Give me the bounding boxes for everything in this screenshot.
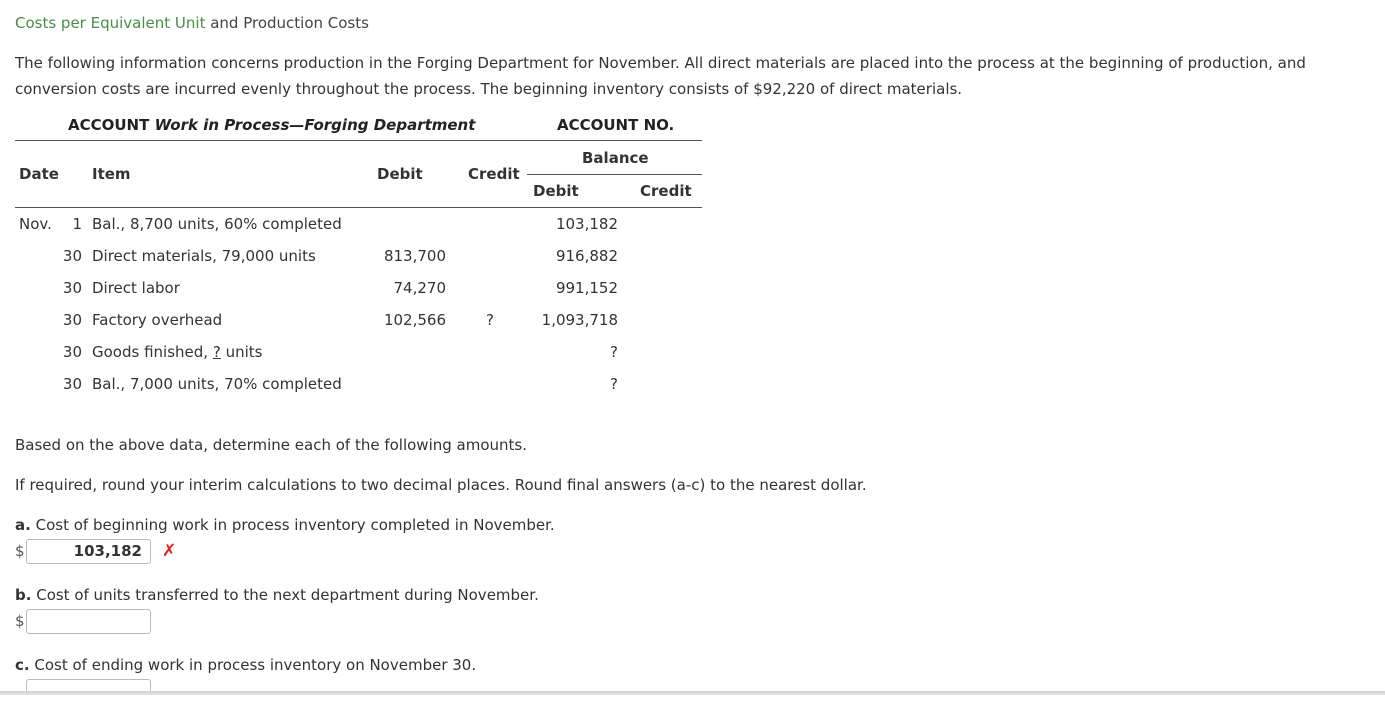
row-balance-debit: 103,182: [555, 215, 618, 233]
row-day: 30: [62, 343, 82, 361]
account-no-label: ACCOUNT NO.: [557, 116, 675, 134]
row-date: Nov.: [19, 215, 52, 233]
col-item: Item: [92, 165, 131, 183]
row-day: 30: [62, 279, 82, 297]
currency-symbol: $: [15, 542, 25, 560]
row-balance-debit: 1,093,718: [541, 311, 618, 329]
account-header: [68, 116, 475, 134]
row-item: Direct labor: [92, 279, 180, 297]
row-day: 1: [72, 215, 82, 233]
col-debit: Debit: [377, 165, 423, 183]
table-top-rule: [15, 140, 702, 141]
account-label: ACCOUNT: [68, 116, 150, 134]
account-name: Work in Process—Forging Department: [154, 116, 476, 134]
row-credit: ?: [486, 311, 494, 329]
question-b-letter: b.: [15, 586, 32, 604]
balance-rule: [527, 174, 702, 175]
title-link[interactable]: Costs per Equivalent Unit: [15, 14, 206, 32]
col-balance-debit: Debit: [533, 182, 579, 200]
intro-paragraph: The following information concerns production in the Forging Department for November. All direct materials are placed into the process at the beginning of production, and conversion costs are incurred evenly throughout the process. The beginning inventory consists of $92,220 of direct materials.: [15, 54, 1306, 98]
row-item: Factory overhead: [92, 311, 223, 329]
answer-b-input[interactable]: [26, 609, 151, 634]
answer-a-input[interactable]: 103,182: [26, 539, 151, 564]
question-a: [15, 516, 555, 534]
row-item: Direct materials, 79,000 units: [92, 247, 316, 265]
row-debit: 813,700: [383, 247, 446, 265]
question-a-letter: a.: [15, 516, 31, 534]
row-balance-debit: ?: [610, 375, 618, 393]
header-bottom-rule: [15, 207, 702, 208]
row-balance-debit: ?: [610, 343, 618, 361]
row-item: [92, 343, 262, 361]
question-c-letter: c.: [15, 656, 30, 674]
row-debit: 74,270: [393, 279, 446, 297]
row-item: Bal., 8,700 units, 60% completed: [92, 215, 342, 233]
scroll-boundary: [0, 691, 1385, 695]
row-day: 30: [62, 375, 82, 393]
col-balance-credit: Credit: [640, 182, 692, 200]
col-date: Date: [19, 165, 59, 183]
row-item-pre: Goods finished,: [92, 343, 213, 361]
question-a-text: Cost of beginning work in process inventory completed in November.: [35, 516, 555, 534]
page-title: [15, 14, 369, 32]
currency-symbol: $: [15, 612, 25, 630]
row-item-post: units: [220, 343, 263, 361]
row-balance-debit: 991,152: [555, 279, 618, 297]
col-credit: Credit: [468, 165, 520, 183]
instructions-line2: If required, round your interim calculations to two decimal places. Round final answers (a-c) to the nearest dollar.: [15, 476, 867, 494]
question-c-text: Cost of ending work in process inventory on November 30.: [34, 656, 477, 674]
row-balance-debit: 916,882: [555, 247, 618, 265]
row-item: Bal., 7,000 units, 70% completed: [92, 375, 342, 393]
row-day: 30: [62, 311, 82, 329]
incorrect-x-icon: ✗: [162, 541, 177, 561]
row-day: 30: [62, 247, 82, 265]
title-rest: and Production Costs: [205, 14, 369, 32]
col-balance: Balance: [582, 149, 649, 167]
row-item-unknown: ?: [212, 343, 221, 361]
instructions-line1: Based on the above data, determine each of the following amounts.: [15, 436, 527, 454]
row-debit: 102,566: [383, 311, 446, 329]
question-b: [15, 586, 539, 604]
question-b-text: Cost of units transferred to the next department during November.: [36, 586, 539, 604]
question-c: [15, 656, 476, 674]
